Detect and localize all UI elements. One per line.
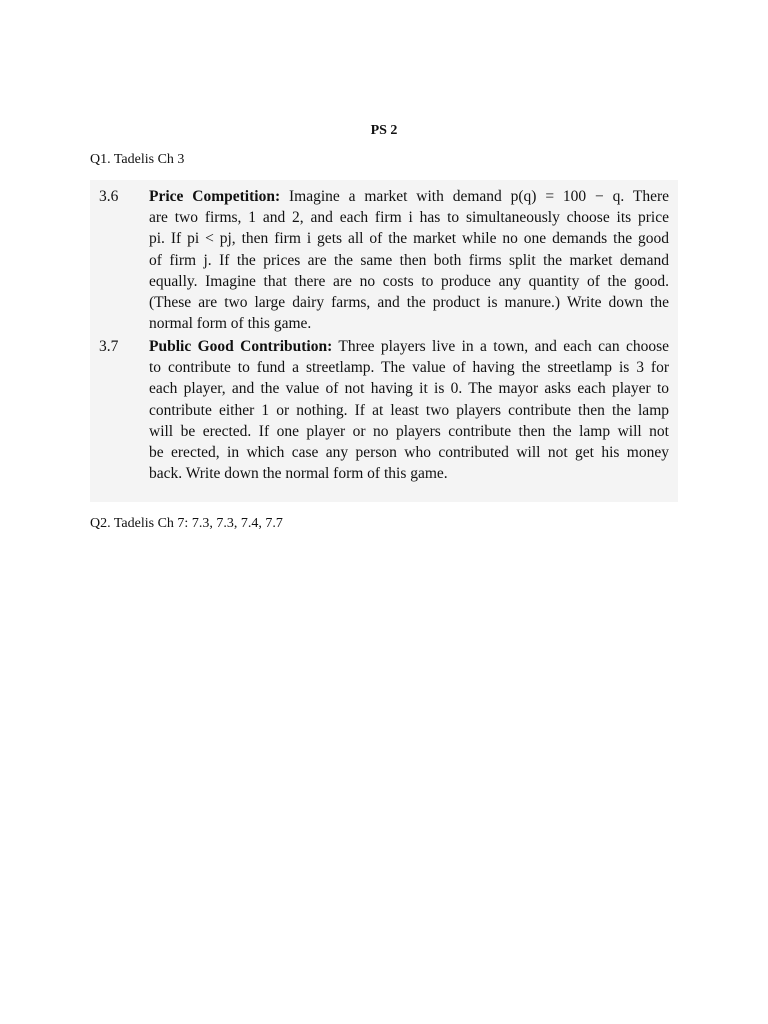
problem-number: 3.7 [99,338,119,355]
page-title: PS 2 [370,123,398,138]
problem-line: are two firms, 1 and 2, and each firm i has to simultaneously choose its price [149,209,669,227]
problem-line: back. Write down the normal form of this game. [149,465,448,483]
problem-body [149,336,669,484]
problem-heading: Price Competition: [149,188,281,205]
problem-line: of firm j. If the prices are the same then both firms split the market demand [149,251,669,269]
problem-line: Imagine a market with demand p(q) = 100 − q. There [288,188,670,205]
problem-heading: Public Good Contribution: [149,338,333,355]
problem-line: to contribute to fund a streetlamp. The value of having the streetlamp is 3 for [149,359,669,377]
problem-line: normal form of this game. [149,315,312,333]
problem-line: each player, and the value of not having it is 0. The mayor asks each player to [149,380,669,398]
problem-line: equally. Imagine that there are no costs to produce any quantity of the good. [149,272,669,290]
problem-number: 3.6 [99,188,119,205]
problem-line: pi. If pi < pj, then firm i gets all of the market while no one demands the good [149,230,669,248]
question-2-heading: Q2. Tadelis Ch 7: 7.3, 7.3, 7.4, 7.7 [90,516,283,531]
problem-line: be erected, in which case any person who contributed will not get his money [149,444,669,462]
problem-line: (These are two large dairy farms, and the product is manure.) Write down the [149,294,669,312]
question-1-heading: Q1. Tadelis Ch 3 [90,152,185,167]
problem-body [149,186,669,334]
textbook-excerpt [90,180,678,502]
problem-line: contribute either 1 or nothing. If at least two players contribute then the lamp [149,401,669,419]
problem-line: Three players live in a town, and each can choose [338,338,669,355]
problem-line: will be erected. If one player or no players contribute then the lamp will not [149,422,669,440]
